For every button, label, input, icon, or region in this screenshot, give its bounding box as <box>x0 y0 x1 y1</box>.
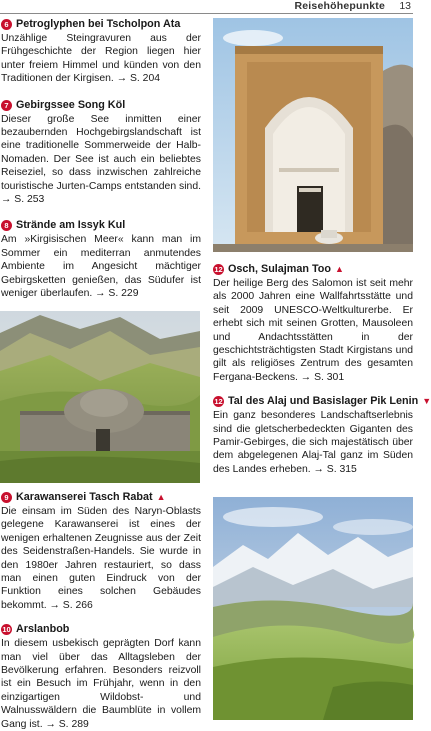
left-column <box>1 18 201 301</box>
entry-number-badge: 8 <box>1 220 12 231</box>
entry-text: Ein ganz besonderes Landschaftserlebnis sind die gletscherbedeckten Giganten des Pamir-Gebirges, die sich majestätisch über dem abgelegenen Alaj-Tal ganz im Süden des Landes erheben. → S. 315 <box>213 410 413 475</box>
entry-song-koel <box>1 99 201 207</box>
entry-number-badge: 12 <box>214 397 223 407</box>
entry-title: Tal des Alaj und Basislager Pik Lenin <box>228 395 419 408</box>
entry-text: Die einsam im Süden des Naryn-Oblasts gelegene Karawanserei ist eines der wenigen erhaltenen Zeugnisse aus der Zeit des Seidenstraßen-Handels. Sie wurde in den 1980er Jahren restauriert, so dass man einen guten Eindruck von der Funktion eines solchen Gebäudes bekommt. → S. 266 <box>1 506 201 611</box>
entry-heading <box>1 491 201 504</box>
entry-heading <box>213 263 413 276</box>
entry-title: Strände am Issyk Kul <box>16 219 126 232</box>
mausoleum-photo <box>213 18 413 252</box>
entry-number-badge: 6 <box>1 19 12 30</box>
entry-title: Petroglyphen bei Tscholpon Ata <box>16 18 181 30</box>
entry-heading <box>1 219 201 232</box>
entry-osch <box>213 263 413 384</box>
entry-heading <box>213 395 431 408</box>
entry-heading <box>1 623 201 636</box>
triangle-up-icon: ▲ <box>156 492 166 502</box>
entry-arslanbob <box>1 623 201 731</box>
entry-title: Gebirgssee Song Köl <box>16 98 126 111</box>
entry-petroglyphen <box>1 18 201 86</box>
triangle-down-icon: ▼ <box>422 396 431 407</box>
entry-number-badge: 12 <box>214 265 223 274</box>
entry-text: Am »Kirgisischen Meer« kann man im Sommer ein mediterran anmutendes Ambiente im Angesicht mächtiger Gebirgsketten genießen, das Südufer ist weniger überlaufen. → S. 229 <box>1 234 201 300</box>
page-header <box>0 0 413 14</box>
left-column-lower <box>1 491 201 731</box>
entry-number-badge: 7 <box>1 100 12 111</box>
alaj-valley-photo <box>213 497 413 720</box>
entry-title: Karawanserei Tasch Rabat <box>16 491 153 503</box>
entry-text: Unzählige Steingravuren aus der Frühgeschichte der Region liegen hier unter freiem Himmel und künden von den Traditionen der Kirgisen. → S. 204 <box>1 33 201 85</box>
page-number: 13 <box>399 0 411 12</box>
entry-text: In diesem usbekisch geprägten Dorf kann man viel über das Alltagsleben der Bevölkerung erfahren. Besonders reizvoll ist ein Besuch im Frühjahr, wenn in den einzigartigen Wildobst- und Walnusswäldern die Baumblüte in vollem Gang ist. → S. 289 <box>1 638 201 730</box>
entry-tasch-rabat <box>1 491 201 612</box>
entry-title: Arslanbob <box>16 623 70 636</box>
triangle-up-icon: ▲ <box>335 264 344 274</box>
entry-text: Der heilige Berg des Salomon ist seit mehr als 2000 Jahren eine Wallfahrtsstätte und seit 2009 UNESCO-Weltkulturerbe. Er erhebt sich mit seinen Grotten, Mausoleen und Andachtsstätten in der geschichtsträchtigsten Stadt Kirgistans und gilt als religiöses Zentrum des gesamten Ferganа-Beckens. → S. 301 <box>213 278 413 383</box>
caravanserai-photo <box>0 311 200 483</box>
entry-text: Dieser große See inmitten einer bezaubernden Hochgebirgslandschaft ist eine traditionelle Sommerweide der Halb-Nomaden. Der See ist auch ein beliebtes Reiseziel, so dass inzwischen zahlreiche touristische Jurten-Camps entstanden sind. → S. 253 <box>1 113 201 206</box>
right-column <box>213 263 431 476</box>
entry-heading <box>1 18 201 31</box>
entry-number-badge: 9 <box>1 492 12 503</box>
section-title: Reisehöhepunkte <box>294 0 385 12</box>
entry-heading <box>1 99 201 112</box>
entry-issyk-kul <box>1 219 201 300</box>
entry-number-badge: 10 <box>2 625 11 635</box>
entry-alaj <box>213 395 431 476</box>
entry-title: Osch, Sulajman Too <box>228 263 331 275</box>
